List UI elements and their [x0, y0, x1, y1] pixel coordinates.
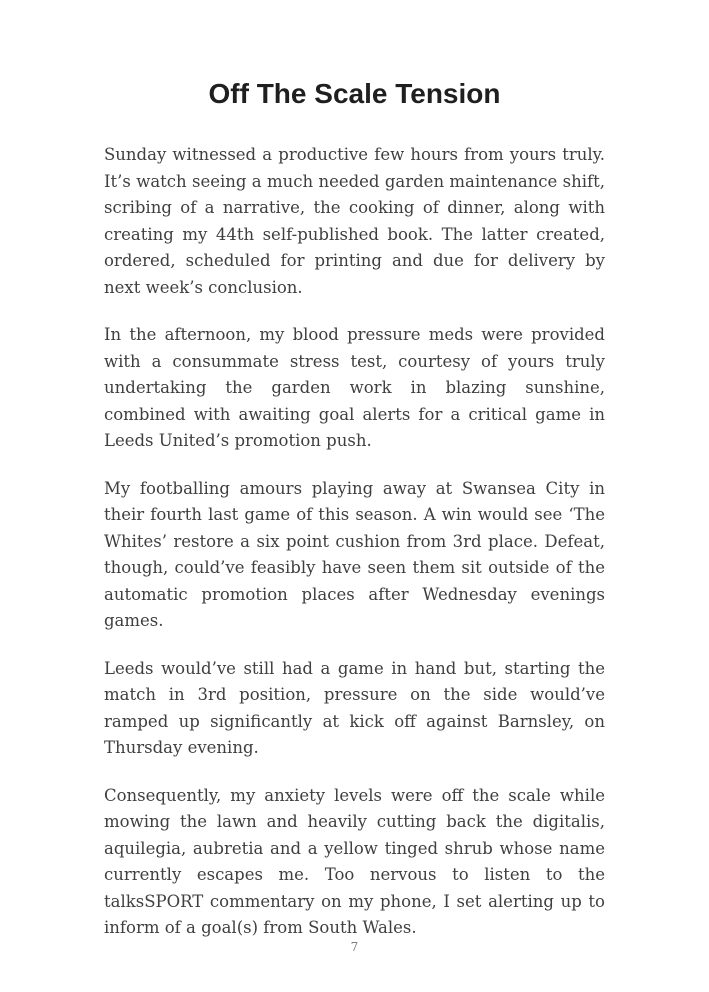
paragraph-1: Sunday witnessed a productive few hours from yours truly. It’s watch seeing a much needed garden maintenance shift, scribing of a narrative, the cooking of dinner, along with creating my 44th self-published book. The latter created, ordered, scheduled for printing and due for delivery by next week’s conclusion.: [104, 145, 605, 297]
page-footer: [0, 938, 709, 956]
paragraph-5: Consequently, my anxiety levels were off the scale while mowing the lawn and heavily cutting back the digitalis, aquilegia, aubretia and a yellow tinged shrub whose name currently escapes me. Too nervous to listen to the talksSPORT commentary on my phone, I set alerting up to inform of a goal(s) from South Wales.: [104, 785, 605, 937]
paragraph-4: Leeds would’ve still had a game in hand but, starting the match in 3rd position, pressure on the side would’ve ramped up significantly at kick off against Barnsley, on Thursday evening.: [104, 658, 605, 757]
paragraph-2: In the afternoon, my blood pressure meds were provided with a consummate stress test, courtesy of yours truly undertaking the garden work in blazing sunshine, combined with awaiting goal alerts for a critical game in Leeds United’s promotion push.: [104, 325, 605, 450]
paragraph-3: My footballing amours playing away at Swansea City in their fourth last game of this season. A win would see ‘The Whites’ restore a six point cushion from 3rd place. Defeat, though, could’ve feasibly have seen them sit outside of the automatic promotion places after Wednesday evenings games.: [104, 478, 605, 630]
page-title: Off The Scale Tension: [208, 78, 501, 109]
page-number: 7: [350, 940, 359, 954]
document-body: [104, 142, 605, 942]
